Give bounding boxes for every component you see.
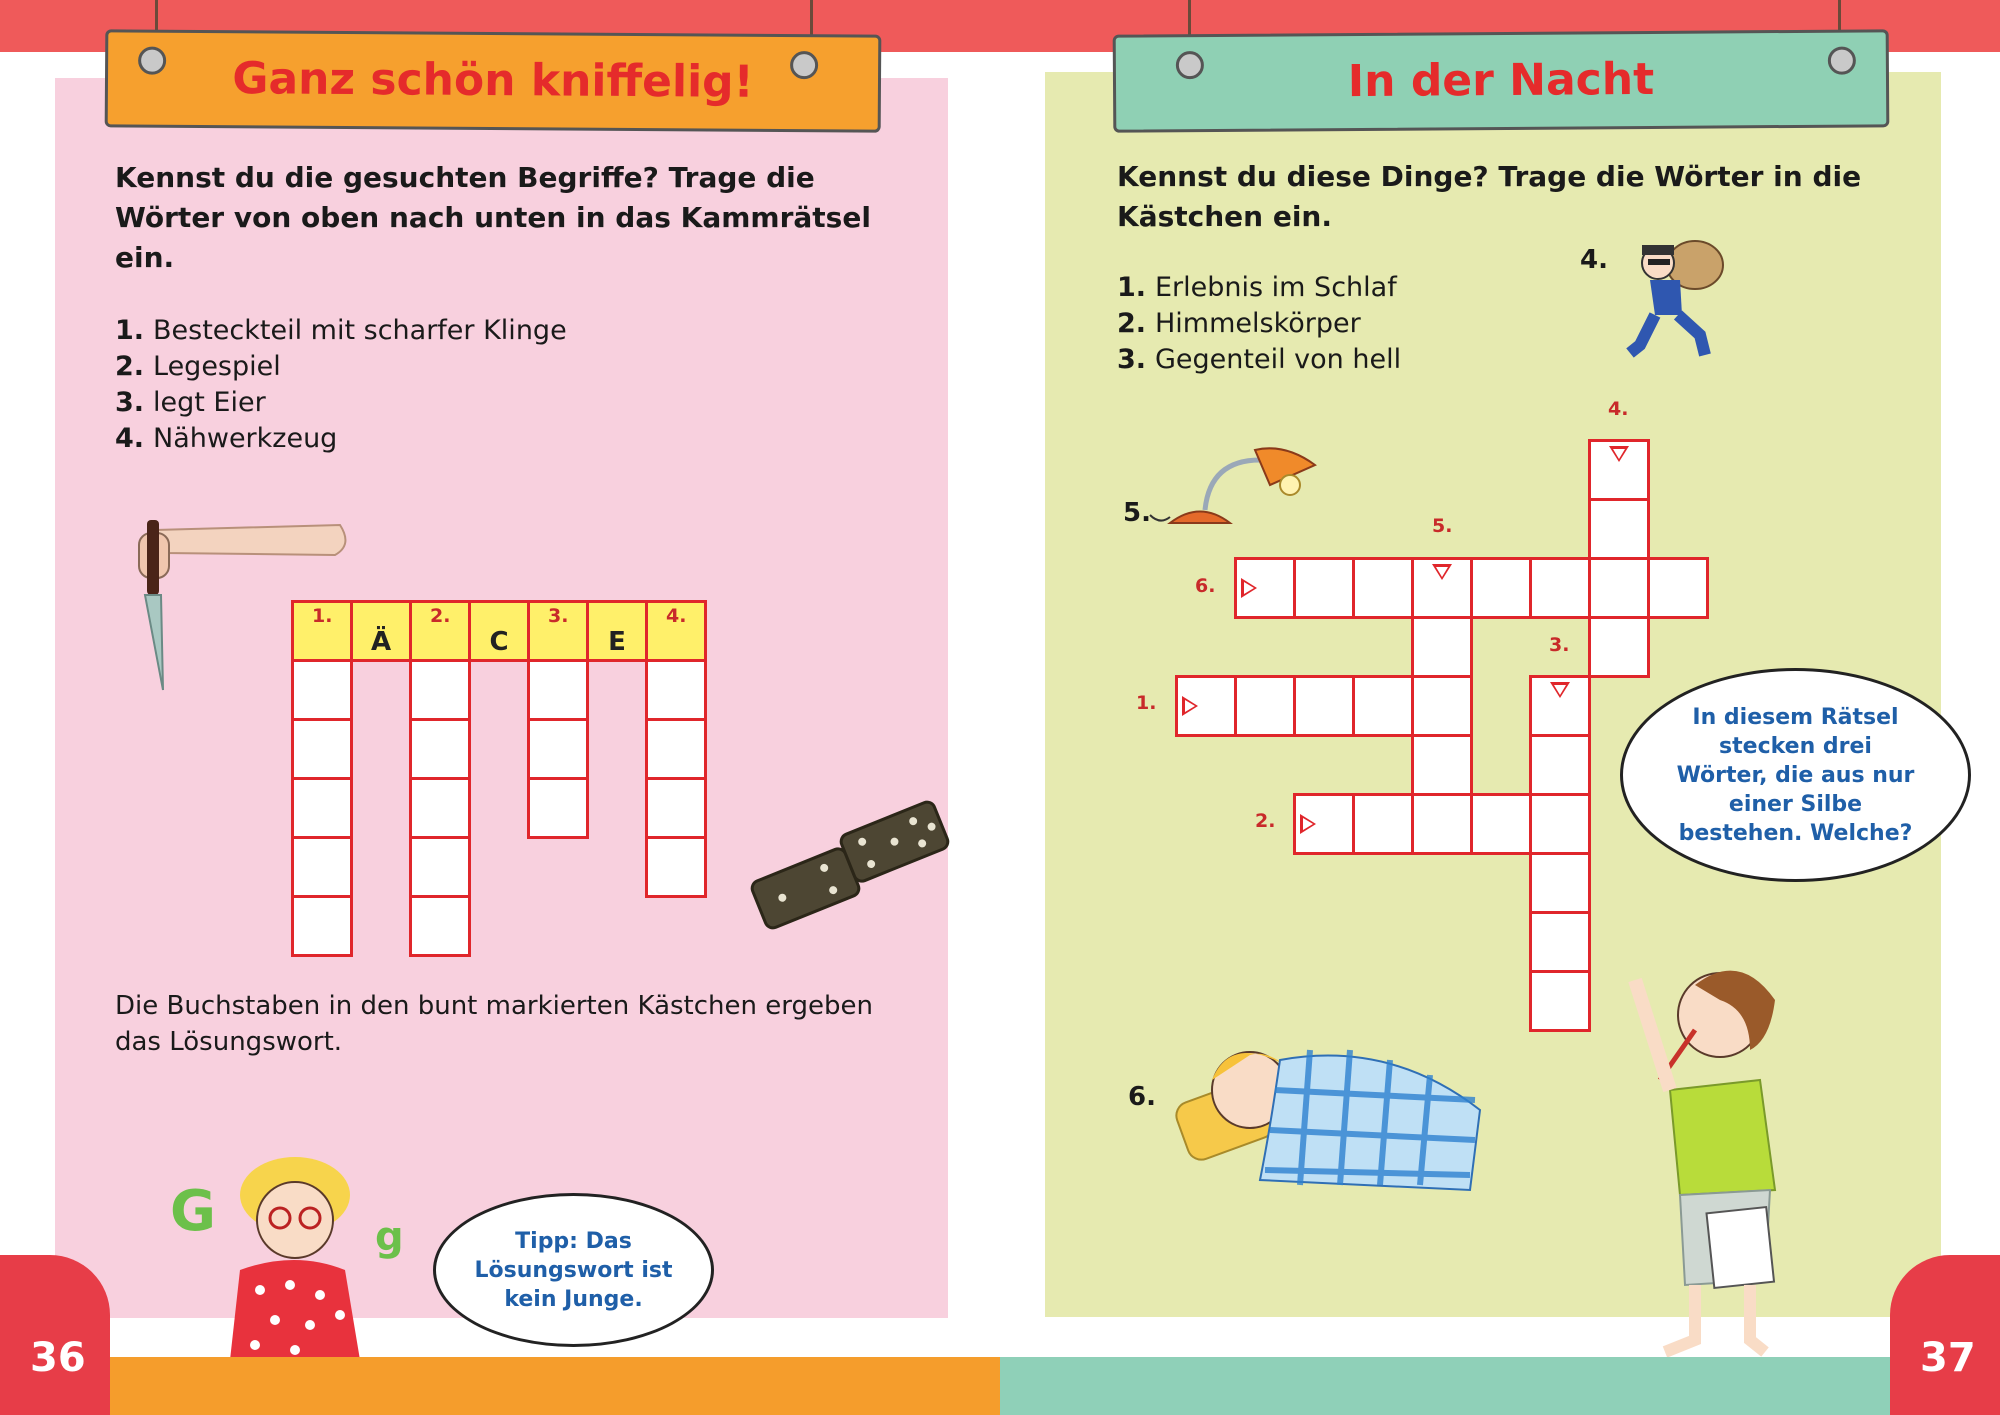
right-intro-text: Kennst du diese Dinge? Trage die Wörter in die Kästchen ein. <box>1117 160 1862 233</box>
grid-label-2: 2. <box>1255 810 1276 832</box>
clue-item <box>1117 306 1401 342</box>
tip-speech-bubble <box>433 1193 714 1347</box>
grid-cell[interactable] <box>1529 852 1591 914</box>
picture-label-6: 6. <box>1128 1082 1156 1112</box>
right-footer-band <box>1000 1357 2000 1415</box>
grid-cell[interactable] <box>1293 557 1355 619</box>
cell-letter: C <box>489 627 509 657</box>
left-footer-band <box>0 1357 1000 1415</box>
grid-cell[interactable] <box>1470 557 1532 619</box>
grid-cell[interactable] <box>1293 793 1355 855</box>
grid-cell[interactable] <box>1588 498 1650 560</box>
grid-cell[interactable] <box>645 718 707 780</box>
grid-cell[interactable] <box>1175 675 1237 737</box>
grid-cell[interactable] <box>1411 793 1473 855</box>
clue-number: 1. <box>115 315 145 346</box>
grid-cell[interactable] <box>645 836 707 898</box>
grid-cell[interactable] <box>645 777 707 839</box>
left-title-sign <box>105 29 882 132</box>
clue-number: 3. <box>115 387 145 418</box>
svg-text:G: G <box>170 1179 216 1244</box>
grid-cell[interactable] <box>1411 675 1473 737</box>
grid-label-4: 4. <box>1608 398 1629 420</box>
grid-cell[interactable] <box>291 659 353 721</box>
grid-cell[interactable] <box>1588 616 1650 678</box>
grid-cell[interactable] <box>1529 970 1591 1032</box>
cell-number: 3. <box>548 605 569 627</box>
grid-cell[interactable] <box>1529 557 1591 619</box>
right-arrow-icon <box>1241 578 1257 598</box>
page-number: 37 <box>1920 1335 1976 1381</box>
grid-cell[interactable] <box>1529 734 1591 796</box>
grid-cell[interactable] <box>1529 675 1591 737</box>
clue-number: 2. <box>115 351 145 382</box>
grid-label-6: 6. <box>1195 575 1216 597</box>
right-clue-list <box>1117 270 1401 378</box>
nail-icon <box>790 51 818 79</box>
grid-cell[interactable] <box>1352 557 1414 619</box>
left-intro-text: Kennst du die gesuchten Begriffe? Trage die Wörter von oben nach unten in das Kammrätsel ein. <box>115 161 871 274</box>
grid-cell[interactable] <box>409 777 471 839</box>
page-title: In der Nacht <box>1347 53 1655 108</box>
clue-number: 1. <box>1117 272 1147 303</box>
grid-cell[interactable] <box>1234 557 1296 619</box>
grid-cell[interactable] <box>291 777 353 839</box>
solution-note: Die Buchstaben in den bunt markierten Kästchen ergeben das Lösungswort. <box>115 991 873 1057</box>
clue-text: Besteckteil mit scharfer Klinge <box>153 315 567 346</box>
clue-number: 4. <box>115 423 145 454</box>
nail-icon <box>1828 47 1856 75</box>
grid-cell[interactable] <box>291 895 353 957</box>
lamp-illustration <box>1150 445 1325 530</box>
clue-text: Legespiel <box>153 351 281 382</box>
nail-icon <box>1176 51 1204 79</box>
grid-cell-highlight[interactable] <box>350 600 412 662</box>
grid-cell-highlight[interactable] <box>586 600 648 662</box>
down-arrow-icon <box>1550 682 1570 698</box>
grid-cell[interactable] <box>527 718 589 780</box>
grid-cell[interactable] <box>1234 675 1296 737</box>
clue-text: Gegenteil von hell <box>1155 344 1402 375</box>
grid-cell[interactable] <box>1529 911 1591 973</box>
clue-number: 2. <box>1117 308 1147 339</box>
grid-cell[interactable] <box>645 659 707 721</box>
page-title: Ganz schön kniffelig! <box>232 53 754 108</box>
grid-cell[interactable] <box>1411 616 1473 678</box>
grid-cell[interactable] <box>409 718 471 780</box>
grid-cell[interactable] <box>1411 734 1473 796</box>
cell-number: 4. <box>666 605 687 627</box>
clue-item <box>1117 342 1401 378</box>
right-title-sign <box>1113 29 1890 132</box>
grid-cell[interactable] <box>1588 439 1650 501</box>
grid-cell[interactable] <box>1293 675 1355 737</box>
domino-illustration <box>740 810 960 920</box>
clue-number: 3. <box>1117 344 1147 375</box>
grid-cell[interactable] <box>291 836 353 898</box>
grid-cell[interactable] <box>1352 793 1414 855</box>
clue-item <box>115 385 567 421</box>
cell-letter: E <box>608 627 626 657</box>
tip-bubble-text: Tipp: Das Lösungswort ist kein Junge. <box>474 1228 673 1312</box>
grid-cell-highlight[interactable] <box>409 600 471 662</box>
grid-cell[interactable] <box>1352 675 1414 737</box>
picture-label-5: 5. <box>1123 498 1151 528</box>
cell-number: 2. <box>430 605 451 627</box>
boy-illustration <box>1600 960 1790 1360</box>
grid-cell-highlight[interactable] <box>527 600 589 662</box>
clue-text: Erlebnis im Schlaf <box>1155 272 1397 303</box>
cell-letter: Ä <box>370 627 392 657</box>
clue-item <box>1117 270 1401 306</box>
grid-label-3: 3. <box>1549 634 1570 656</box>
grid-cell[interactable] <box>1529 793 1591 855</box>
grid-cell-highlight[interactable] <box>291 600 353 662</box>
grid-cell[interactable] <box>1588 557 1650 619</box>
clue-text: Nähwerkzeug <box>153 423 338 454</box>
grid-cell[interactable] <box>409 659 471 721</box>
down-arrow-icon <box>1609 446 1629 462</box>
down-arrow-icon <box>1432 564 1452 580</box>
grid-cell[interactable] <box>409 836 471 898</box>
grid-cell[interactable] <box>1647 557 1709 619</box>
page-number: 36 <box>30 1335 86 1381</box>
clue-item <box>115 349 567 385</box>
grid-cell[interactable] <box>1470 793 1532 855</box>
right-arrow-icon <box>1300 814 1316 834</box>
clue-item <box>115 313 567 349</box>
grid-cell[interactable] <box>291 718 353 780</box>
grid-cell[interactable] <box>527 659 589 721</box>
grid-label-5: 5. <box>1432 515 1453 537</box>
picture-label-4: 4. <box>1580 245 1608 275</box>
cell-number: 1. <box>312 605 333 627</box>
svg-text:g: g <box>375 1214 404 1260</box>
grid-cell[interactable] <box>409 895 471 957</box>
sleeping-child-illustration <box>1170 1020 1490 1190</box>
hint-speech-bubble <box>1620 668 1971 882</box>
clue-text: Himmelskörper <box>1155 308 1361 339</box>
right-arrow-icon <box>1182 696 1198 716</box>
clue-item <box>115 421 567 457</box>
hint-bubble-text: In diesem Rätsel stecken drei Wörter, die aus nur einer Silbe bestehen. Welche? <box>1676 704 1915 846</box>
nail-icon <box>138 47 166 75</box>
clue-text: legt Eier <box>153 387 266 418</box>
left-clue-list <box>115 313 567 457</box>
thief-illustration <box>1620 235 1730 365</box>
grid-cell[interactable] <box>527 777 589 839</box>
grid-label-1: 1. <box>1136 692 1157 714</box>
grid-cell[interactable] <box>1411 557 1473 619</box>
grid-cell-highlight[interactable] <box>468 600 530 662</box>
grid-cell-highlight[interactable] <box>645 600 707 662</box>
